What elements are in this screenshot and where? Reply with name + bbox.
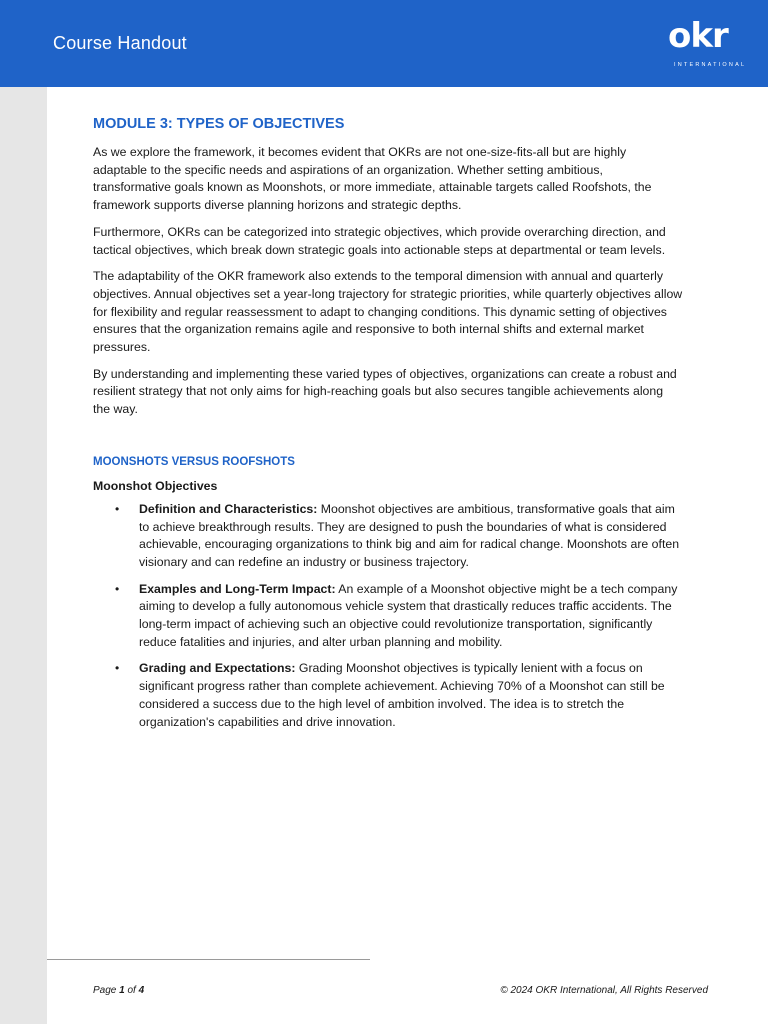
header-title: Course Handout: [53, 33, 187, 53]
list-item: [115, 660, 683, 731]
bullet-label: Examples and Long-Term Impact:: [139, 581, 336, 596]
list-item: [115, 581, 683, 652]
footer-divider: [47, 959, 370, 960]
body-paragraph: By understanding and implementing these varied types of objectives, organizations can create a robust and resilient strategy that not only aims for high-reaching goals but also secures tangible achievements along the way.: [93, 366, 677, 417]
bullet-text: An example of a Moonshot objective might be a tech company aiming to develop a fully autonomous vehicle system that drastically reduces traffic accidents. The long-term impact of achieving such an objective could revolutionize transportation, significantly reduce fatalities and injuries, and alter urban planning and mobility.: [139, 581, 678, 649]
section-title: MOONSHOTS VERSUS ROOFSHOTS: [93, 455, 295, 468]
subsection-title: Moonshot Objectives: [93, 478, 218, 493]
copyright-notice: © 2024 OKR International, All Rights Reserved: [500, 985, 708, 996]
page-current: 1: [119, 985, 125, 996]
bullet-label: Definition and Characteristics:: [139, 501, 318, 516]
logo-subtitle: INTERNATIONAL: [674, 62, 747, 68]
bullet-icon: •: [115, 581, 120, 596]
logo-wordmark: okr: [668, 16, 728, 56]
bullet-icon: •: [115, 501, 120, 516]
page-header: [0, 0, 768, 87]
bullet-icon: •: [115, 661, 120, 676]
bullet-text: Grading Moonshot objectives is typically lenient with a focus on significant progress rather than complete achievement. Achieving 70% of a Moonshot can still be considered a success due to the high level of ambition involved. The idea is to stretch the organization's capabilities and drive innovation.: [139, 661, 665, 729]
module-title: MODULE 3: TYPES OF OBJECTIVES: [93, 116, 345, 132]
body-paragraph: The adaptability of the OKR framework also extends to the temporal dimension with annual and quarterly objectives. Annual objectives set a year-long trajectory for strategic priorities, while quarterly objectives allow for flexibility and regular reassessment to adapt to changing conditions. This dynamic setting of objectives ensures that the organization remains agile and responsive to both internal shifts and external market pressures.: [93, 269, 683, 355]
bullet-list: [115, 501, 683, 731]
list-item: [115, 501, 683, 572]
page-total: 4: [138, 985, 145, 996]
okr-logo: [668, 16, 748, 71]
document-content: [93, 116, 683, 740]
bullet-text: Moonshot objectives are ambitious, transformative goals that aim to achieve breakthrough results. They are designed to push the boundaries of what is considered achievable, encouraging organizations to think big and aim for radical change. Moonshots are often visionary and can redefine an industry or business trajectory.: [139, 501, 680, 569]
bullet-label: Grading and Expectations:: [139, 661, 296, 676]
body-paragraph: Furthermore, OKRs can be categorized into strategic objectives, which provide overarching direction, and tactical objectives, which break down strategic goals into actionable steps at departmental or team levels.: [93, 224, 666, 257]
page-number: [93, 985, 144, 996]
page-separator: of: [124, 985, 139, 996]
body-paragraph: As we explore the framework, it becomes evident that OKRs are not one-size-fits-all but are highly adaptable to the specific needs and aspirations of an organization. Whether setting ambitious, transformative goals known as Moonshots, or more immediate, attainable targets called Roofshots, the framework supports diverse planning horizons and strategic depths.: [93, 145, 652, 213]
page-prefix: Page: [93, 985, 120, 996]
